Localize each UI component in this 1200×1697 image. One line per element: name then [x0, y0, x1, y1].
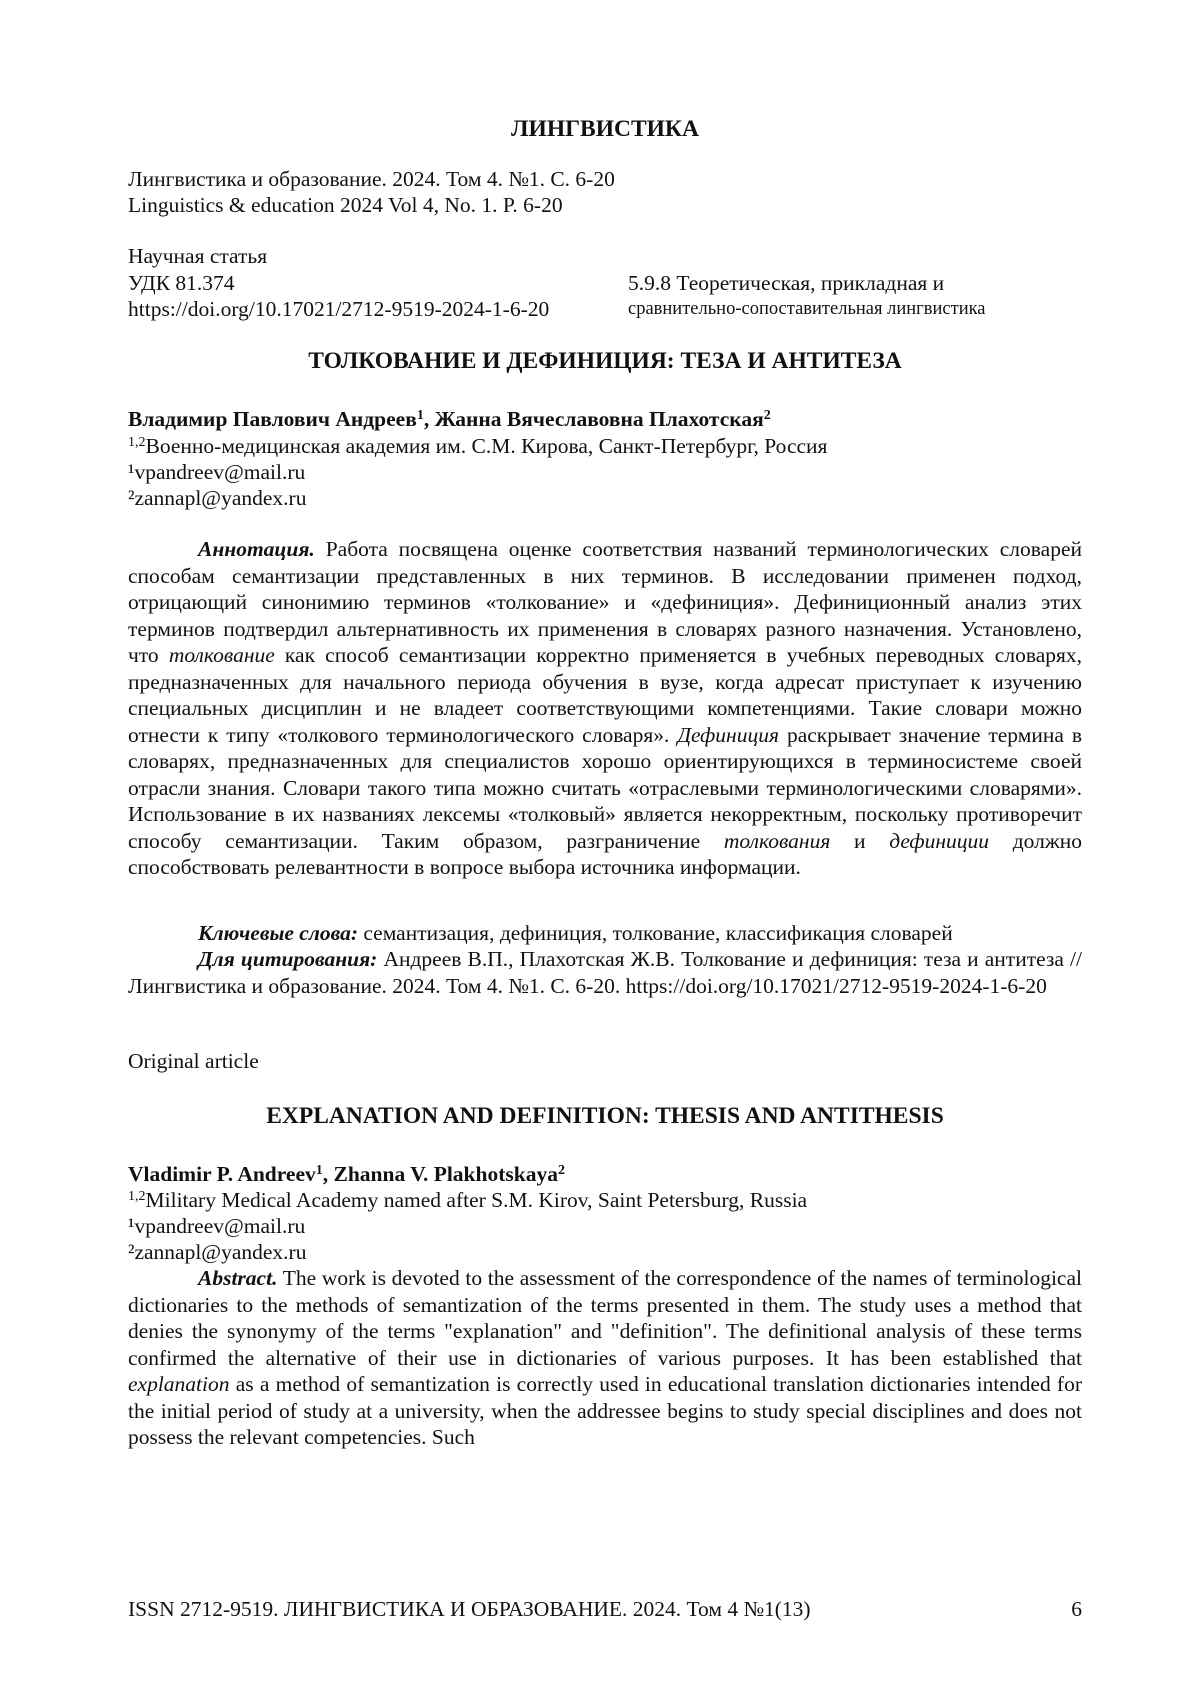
abstract-term: толкования: [723, 828, 831, 853]
authors-ru: [128, 406, 771, 433]
section-heading: ЛИНГВИСТИКА: [511, 116, 699, 142]
article-title-en: EXPLANATION AND DEFINITION: THESIS AND ANTITHESIS: [266, 1103, 944, 1129]
email-author1-en[interactable]: ¹vpandreev@mail.ru: [128, 1214, 306, 1238]
keywords-label: Ключевые слова:: [198, 921, 358, 945]
abstract-term: explanation: [128, 1372, 230, 1396]
author-name: Владимир Павлович Андреев: [128, 407, 417, 431]
article-type-ru: Научная статья: [128, 244, 268, 268]
author-separator: ,: [423, 407, 435, 431]
article-title-ru: ТОЛКОВАНИЕ И ДЕФИНИЦИЯ: ТЕЗА И АНТИТЕЗА: [308, 348, 902, 374]
abstract-term: дефиниции: [889, 828, 990, 853]
author-separator: ,: [322, 1162, 334, 1186]
specialty-line1: 5.9.8 Теоретическая, прикладная и: [628, 271, 945, 295]
doi-link[interactable]: https://doi.org/10.17021/2712-9519-2024-1-6-20: [128, 297, 550, 321]
abstract-term: Дефиниция: [677, 722, 779, 747]
page-footer: [128, 1596, 1082, 1623]
affiliation-text: Военно-медицинская академия им. С.М. Кирова, Санкт-Петербург, Россия: [145, 434, 828, 458]
abstract-text: The work is devoted to the assessment of the correspondence of the names of terminological dictionaries to the methods of semantization of the terms presented in them. The study uses a method that denies the synonymy of the terms "explanation" and "definition". The definitional analysis of these terms confirmed the alternative of their use in dictionaries of various purposes. It has been established that: [128, 1266, 1082, 1370]
email-author2-en[interactable]: ²zannapl@yandex.ru: [128, 1240, 307, 1264]
keywords-text: семантизация, дефиниция, толкование, классификация словарей: [358, 921, 953, 945]
email-author2-ru[interactable]: ²zannapl@yandex.ru: [128, 486, 307, 510]
affiliation-text: Military Medical Academy named after S.M. Kirov, Saint Petersburg, Russia: [145, 1188, 808, 1212]
abstract-en: [128, 1265, 1082, 1451]
footer-journal-info: ISSN 2712-9519. ЛИНГВИСТИКА И ОБРАЗОВАНИЕ. 2024. Том 4 №1(13): [128, 1597, 811, 1621]
abstract-text: и: [830, 828, 890, 853]
affiliation-ru: [128, 433, 1082, 460]
citation-label: Для цитирования:: [198, 947, 378, 971]
abstract-ru: [128, 536, 1082, 881]
article-type-en: Original article: [128, 1049, 259, 1073]
author-superscript: 2: [557, 1163, 565, 1178]
affiliation-superscript: 1,2: [128, 1189, 146, 1204]
keywords-ru: [128, 920, 1082, 947]
authors-en: [128, 1161, 565, 1188]
abstract-text: as a method of semantization is correctly used in educational translation dictionaries intended for the initial period of study at a university, when the addressee begins to study special disciplines and does not possess the relevant competencies. Such: [128, 1372, 1082, 1449]
abstract-label: Abstract.: [198, 1266, 278, 1290]
author-superscript: 2: [763, 408, 771, 423]
abstract-text: должно способствовать релевантности в вопросе выбора источника информации.: [128, 828, 1082, 879]
email-author1-ru[interactable]: ¹vpandreev@mail.ru: [128, 460, 306, 484]
author-name: Жанна Вячеславовна Плахотская: [434, 407, 764, 431]
abstract-text: раскрывает значение термина в словарях, предназначенных для специалистов хорошо ориентирующихся в терминосистеме своей отрасли знания. Словари такого типа можно считать «отраслевыми терминологическими словарями». Использование в их названиях лексемы «толковый» является некорректным, поскольку противоречит способу семантизации. Таким образом, разграничение: [128, 722, 1083, 853]
author-name: Vladimir P. Andreev: [128, 1162, 316, 1186]
journal-citation-en: Linguistics & education 2024 Vol 4, No. 1. P. 6-20: [128, 193, 563, 217]
journal-citation-ru: Лингвистика и образование. 2024. Том 4. №1. С. 6-20: [128, 167, 615, 191]
abstract-text: как способ семантизации корректно применяется в учебных переводных словарях, предназначенных для начального периода обучения в вузе, когда адресат приступает к изучению специальных дисциплин и не владеет соответствующими компетенциями. Такие словари можно отнести к типу «толкового терминологического словаря».: [128, 643, 1083, 747]
affiliation-superscript: 1,2: [128, 435, 146, 450]
affiliation-en: [128, 1187, 1082, 1214]
udk-code: УДК 81.374: [128, 271, 235, 295]
page-number: 6: [1071, 1597, 1082, 1621]
abstract-label: Аннотация.: [198, 537, 315, 561]
specialty-line2: сравнительно-сопоставительная лингвистика: [628, 299, 986, 319]
author-superscript: 1: [416, 408, 424, 423]
citation-text: Андреев В.П., Плахотская Ж.В. Толкование и дефиниция: теза и антитеза // Лингвистика и образование. 2024. Том 4. №1. С. 6-20. https://doi.org/10.17021/2712-9519-2024-1-6-20: [128, 947, 1083, 998]
citation-ru: [128, 946, 1082, 999]
author-superscript: 1: [315, 1163, 323, 1178]
abstract-text: Работа посвящена оценке соответствия названий терминологических словарей способам семантизации представленных в них терминов. В исследовании применен подход, отрицающий синонимию терминов «толкование» и «дефиниция». Дефиниционный анализ этих терминов подтвердил альтернативность их применения в словарях разного назначения. Установлено, что: [128, 537, 1082, 667]
author-name: Zhanna V. Plakhotskaya: [333, 1162, 558, 1186]
abstract-term: толкование: [168, 643, 275, 667]
